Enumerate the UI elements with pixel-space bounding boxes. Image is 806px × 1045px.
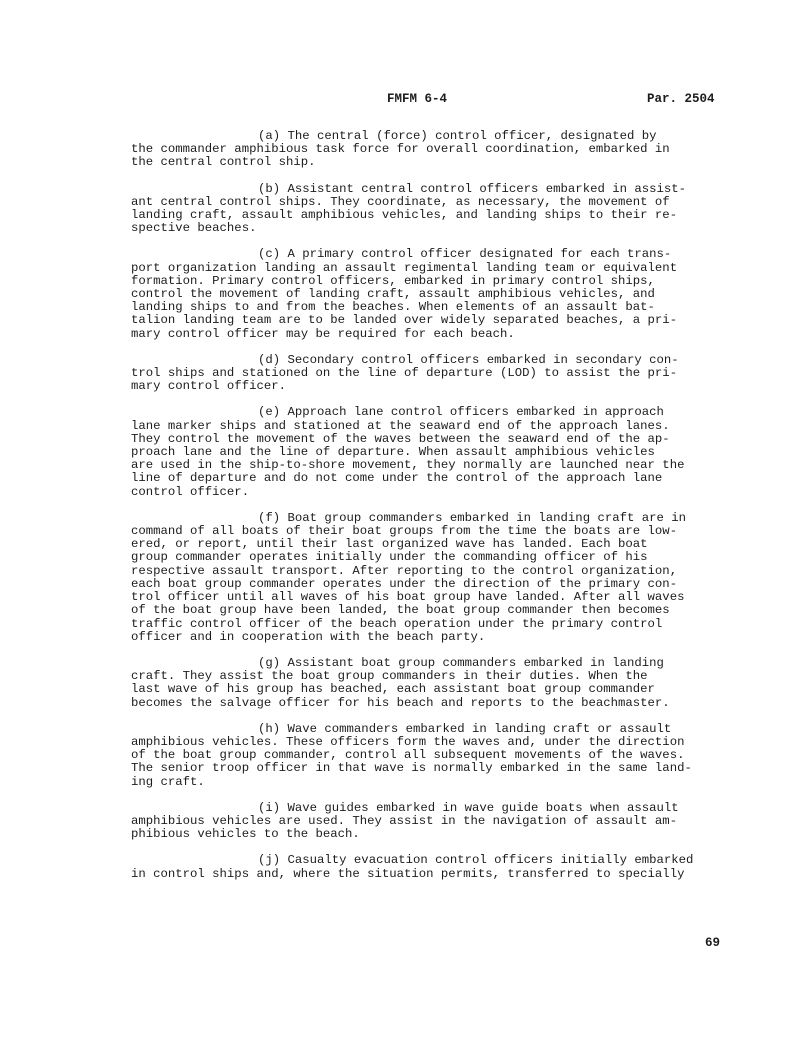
document-id: FMFM 6-4	[387, 92, 448, 106]
paragraph-b: (b) Assistant central control officers embarked in assist- ant central control ships. They coordinate, as necessary, the movement of landing craft, assault amphibious vehicles, and landing ships to their re- spective beaches.	[131, 181, 687, 236]
paragraph-e: (e) Approach lane control officers embarked in approach lane marker ships and stationed at the seaward end of the approach lanes. They control the movement of the waves between the seaward end of the ap- proach lane and the line of departure. When assault amphibious vehicles are used in the ship-to-shore movement, they normally are launched near the line of departure and do not come under the control of the approach lane control officer.	[131, 405, 685, 499]
page-header	[0, 92, 806, 108]
paragraph-reference: Par. 2504	[647, 92, 715, 106]
page-number: 69	[705, 936, 721, 950]
paragraph-f: (f) Boat group commanders embarked in landing craft are in command of all boats of their boat groups from the time the boats are low- ered, or report, until their last organized wave has landed. Each boat group commander operates initially under the commanding officer of his respective assault transport. After reporting to the control organization, each boat group commander operates under the direction of the primary con- trol officer until all waves of his boat group have landed. After all waves of the boat group have been landed, the boat group commander then becomes traffic control officer of the beach operation under the primary control officer and in cooperation with the beach party.	[131, 510, 687, 644]
paragraph-g: (g) Assistant boat group commanders embarked in landing craft. They assist the boat group commanders in their duties. When the last wave of his group has beached, each assistant boat group commander becomes the salvage officer for his beach and reports to the beachmaster.	[131, 655, 670, 710]
paragraph-i: (i) Wave guides embarked in wave guide boats when assault amphibious vehicles are used. They assist in the navigation of assault am- phibious vehicles to the beach.	[131, 800, 679, 842]
paragraph-d: (d) Secondary control officers embarked in secondary con- trol ships and stationed on the line of departure (LOD) to assist the pri- mary control officer.	[131, 352, 679, 394]
paragraph-c: (c) A primary control officer designated for each trans- port organization landing an assault regimental landing team or equivalent formation. Primary control officers, embarked in primary control ships, control the movement of landing craft, assault amphibious vehicles, and landing ships to and from the beaches. When elements of an assault bat- talion landing team are to be landed over widely separated beaches, a pri- mary control officer may be required for each beach.	[131, 247, 678, 341]
body-text	[131, 130, 729, 894]
paragraph-j: (j) Casualty evacuation control officers initially embarked in control ships and, where the situation permits, transferred to specially	[131, 853, 694, 881]
paragraph-h: (h) Wave commanders embarked in landing craft or assault amphibious vehicles. These officers form the waves and, under the direction of the boat group commander, control all subsequent movements of the waves. The senior troop officer in that wave is normally embarked in the same land- ing craft.	[131, 721, 692, 789]
paragraph-a: (a) The central (force) control officer, designated by the commander amphibious task force for overall coordination, embarked in the central control ship.	[131, 129, 670, 170]
